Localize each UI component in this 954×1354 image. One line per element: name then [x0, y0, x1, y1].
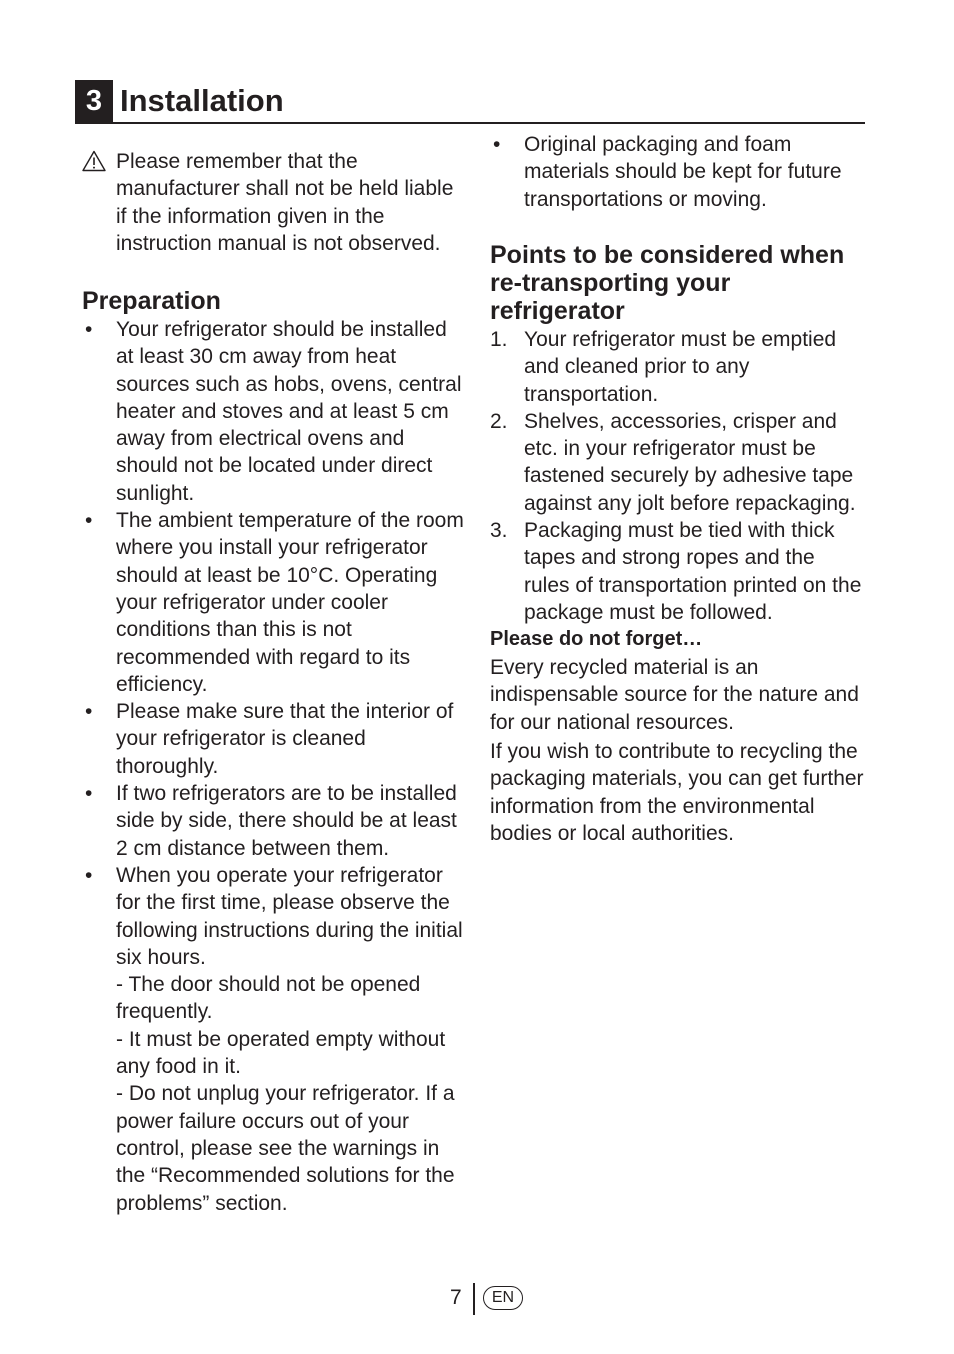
recycling-info-paragraph: If you wish to contribute to recycling the packaging materials, you can get further information from the environmental bodies or local authorities. [490, 740, 864, 845]
step-number: 3. [490, 519, 508, 543]
section-title: Installation [120, 83, 284, 118]
recycling-paragraph: Every recycled material is an indispensable source for the nature and for our national resources. [490, 656, 859, 734]
list-item [82, 698, 464, 780]
section-number: 3 [75, 80, 113, 122]
list-item [490, 131, 865, 213]
list-item-text: Original packaging and foam materials should be kept for future transportations or moving. [524, 133, 842, 211]
list-item-text: Your refrigerator should be installed at least 30 cm away from heat sources such as hobs, ovens, central heater and stoves and at least 5 cm away from electrical ovens and should not be located under direct sunlight. [116, 318, 462, 505]
bullet-icon: • [85, 863, 93, 887]
list-item [82, 507, 464, 698]
preparation-heading: Preparation [82, 287, 221, 315]
warning-note [82, 148, 464, 257]
warning-triangle-icon [82, 150, 106, 172]
step-text: Your refrigerator must be emptied and cleaned prior to any transportation. [524, 328, 837, 406]
step-number: 1. [490, 328, 508, 351]
list-item [82, 862, 464, 1217]
step-number: 2. [490, 409, 508, 433]
numbered-step [490, 517, 865, 626]
sub-instruction: - It must be operated empty without any food in it. [116, 1027, 446, 1079]
list-item [82, 780, 464, 862]
bullet-icon: • [85, 700, 93, 724]
section-header [75, 80, 865, 124]
list-item-text: When you operate your refrigerator for the first time, please observe the following instructions during the initial six hours. [116, 863, 463, 969]
warning-text: Please remember that the manufacturer shall not be held liable if the information given in the instruction manual is not observed. [116, 150, 454, 255]
transport-steps [490, 326, 865, 626]
transport-heading: Points to be considered when re-transporting your refrigerator [490, 241, 845, 325]
footer-divider [473, 1283, 475, 1315]
step-text: Shelves, accessories, crisper and etc. in your refrigerator must be fastened securely by adhesive tape against any jolt before repackaging. [524, 409, 856, 515]
packaging-list [490, 131, 865, 213]
sub-instruction: - The door should not be opened frequently. [116, 973, 421, 1024]
bullet-icon: • [85, 509, 93, 533]
numbered-step [490, 408, 865, 517]
bullet-icon: • [85, 782, 93, 806]
reminder-heading: Please do not forget… [490, 628, 703, 650]
language-badge: EN [483, 1286, 523, 1310]
preparation-list [82, 316, 464, 1217]
page-number: 7 [450, 1286, 462, 1309]
list-item-text: Please make sure that the interior of your refrigerator is cleaned thoroughly. [116, 700, 454, 778]
list-item-text: If two refrigerators are to be installed side by side, there should be at least 2 cm distance between them. [116, 782, 457, 860]
step-text: Packaging must be tied with thick tapes and strong ropes and the rules of transportation printed on the package must be followed. [524, 519, 862, 624]
numbered-step [490, 326, 865, 408]
bullet-icon: • [493, 133, 501, 156]
bullet-icon: • [85, 318, 93, 341]
list-item [82, 316, 464, 507]
list-item-text: The ambient temperature of the room where you install your refrigerator should at least be 10°C. Operating your refrigerator under cooler conditions than this is not recommended with regard to its efficiency. [116, 509, 464, 696]
sub-instruction: - Do not unplug your refrigerator. If a power failure occurs out of your control, please see the warnings in the “Recommended solutions for the problems” section. [116, 1082, 455, 1215]
